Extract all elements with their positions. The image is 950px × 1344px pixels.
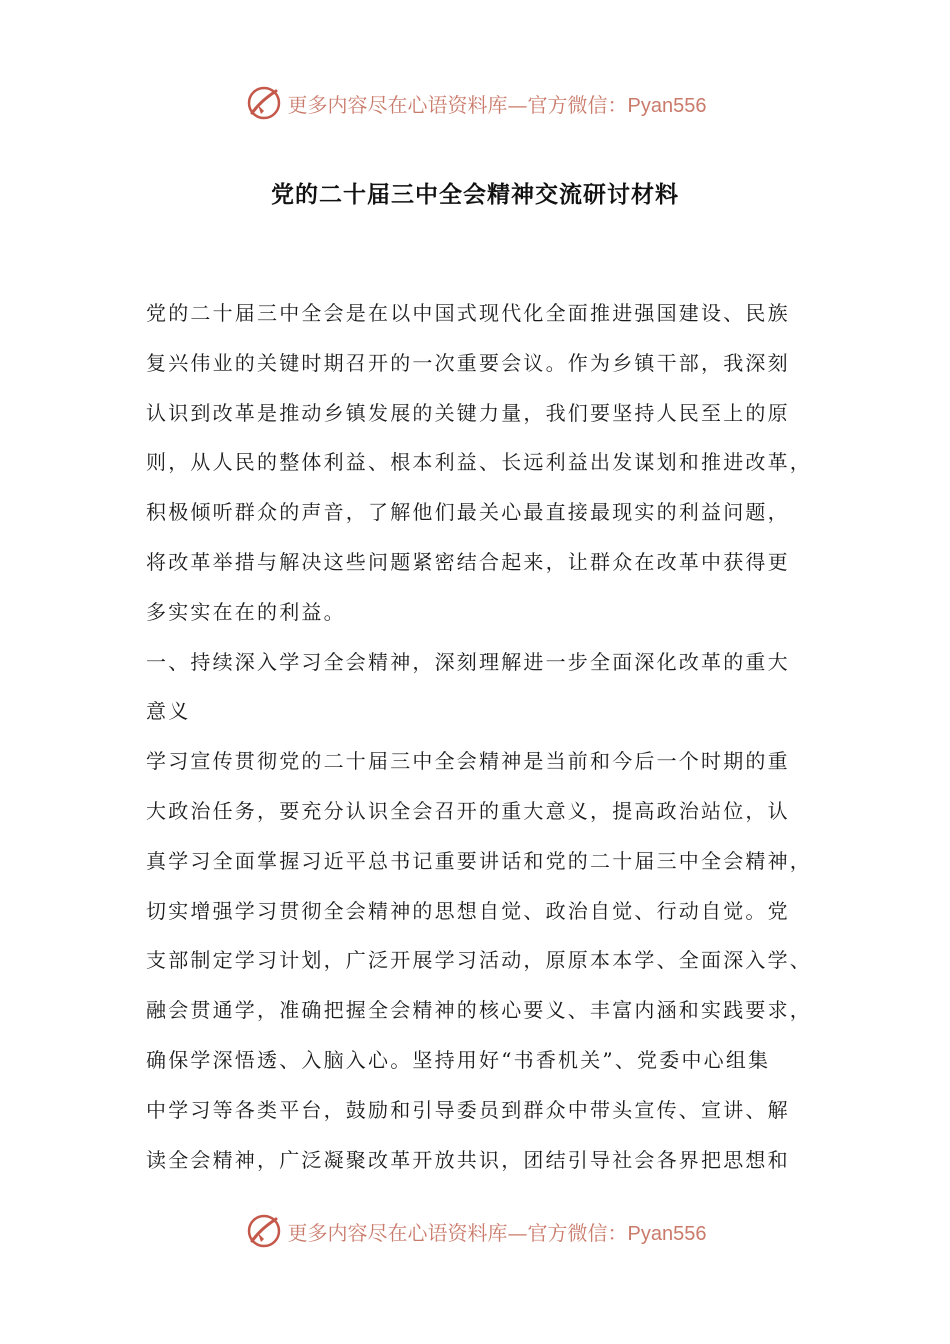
text-line: 真学习全面掌握习近平总书记重要讲话和党的二十届三中全会精神， [146, 848, 812, 873]
text-line: 确保学深悟透、入脑入心。坚持用好“书香机关”、党委中心组集 [146, 1047, 771, 1072]
section-heading-line: 一、持续深入学习全会精神，深刻理解进一步全面深化改革的重大 [146, 649, 790, 674]
text-line: 多实实在在的利益。 [146, 599, 346, 624]
text-line: 支部制定学习计划，广泛开展学习活动，原原本本学、全面深入学、 [146, 948, 812, 973]
text-line: 中学习等各类平台，鼓励和引导委员到群众中带头宣传、宣讲、解 [146, 1097, 790, 1122]
watermark-text: 更多内容尽在心语资料库—官方微信：Pyan556 [287, 92, 707, 117]
document-title: 党的二十届三中全会精神交流研讨材料 [271, 182, 679, 208]
text-line: 融会贯通学，准确把握全会精神的核心要义、丰富内涵和实践要求， [146, 998, 812, 1023]
text-line: 读全会精神，广泛凝聚改革开放共识，团结引导社会各界把思想和 [146, 1147, 790, 1172]
text-line: 党的二十届三中全会是在以中国式现代化全面推进强国建设、民族 [146, 301, 790, 325]
watermark-banner-bottom [0, 1206, 950, 1256]
document-body [146, 289, 826, 1185]
text-line: 将改革举措与解决这些问题紧密结合起来，让群众在改革中获得更 [146, 549, 790, 574]
text-line: 大政治任务，要充分认识全会召开的重大意义，提高政治站位，认 [146, 798, 790, 823]
text-line: 切实增强学习贯彻全会精神的思想自觉、政治自觉、行动自觉。党 [146, 898, 790, 923]
watermark-text: 更多内容尽在心语资料库—官方微信：Pyan556 [287, 1220, 707, 1245]
text-line: 学习宣传贯彻党的二十届三中全会精神是当前和今后一个时期的重 [146, 749, 790, 774]
text-line: 认识到改革是推动乡镇发展的关键力量，我们要坚持人民至上的原 [146, 400, 790, 425]
section-heading-line: 意义 [146, 699, 191, 724]
text-line: 则，从人民的整体利益、根本利益、长远利益出发谋划和推进改革， [146, 450, 812, 475]
text-line: 复兴伟业的关键时期召开的一次重要会议。作为乡镇干部，我深刻 [146, 350, 790, 375]
pen-logo-icon [244, 83, 284, 123]
pen-logo-icon [244, 1211, 284, 1251]
text-line: 积极倾听群众的声音，了解他们最关心最直接最现实的利益问题， [146, 500, 790, 525]
watermark-banner-top [0, 78, 950, 128]
